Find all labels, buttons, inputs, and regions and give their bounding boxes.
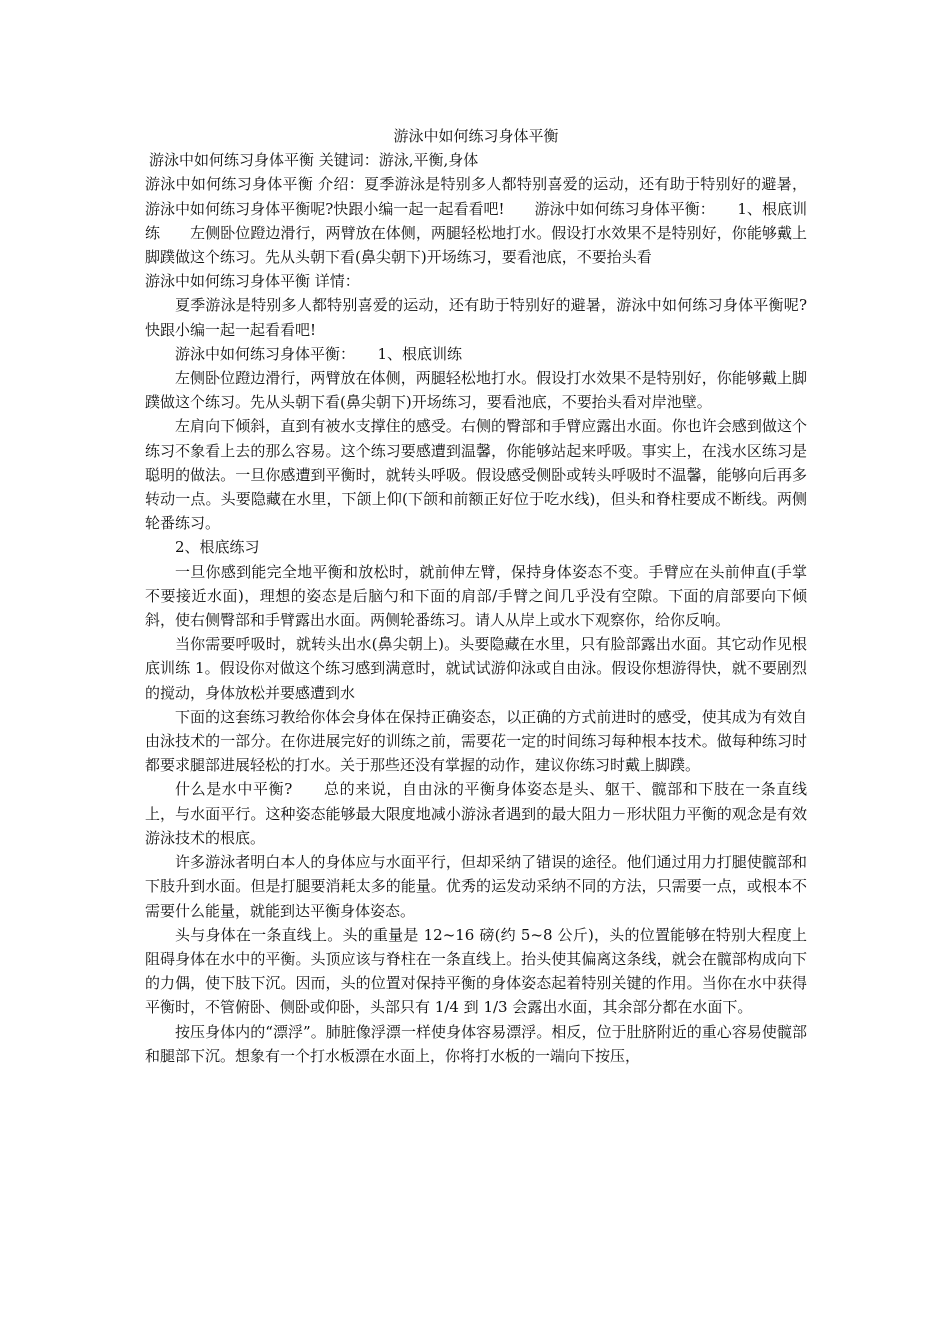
paragraph: 什么是水中平衡? 总的来说，自由泳的平衡身体姿态是头、躯干、髋部和下肢在一条直线上，与水面平行。这种姿态能够最大限度地减小游泳者遇到的最大阻力－形状阻力平衡的观念是有效游泳技术的根底。 xyxy=(145,780,807,847)
document-title: 游泳中如何练习身体平衡 xyxy=(393,127,559,145)
paragraph: 夏季游泳是特别多人都特别喜爱的运动，还有助于特别好的避暑，游泳中如何练习身体平衡呢?快跟小编一起一起看看吧! xyxy=(145,296,807,339)
detail-heading: 游泳中如何练习身体平衡 详情： xyxy=(145,272,360,291)
paragraph: 左肩向下倾斜，直到有被水支撑住的感受。右侧的臀部和手臂应露出水面。你也许会感到做这个练习不象看上去的那么容易。这个练习要感遭到温馨，你能够站起来呼吸。事实上，在浅水区练习是聪明的做法。一旦你感遭到平衡时，就转头呼吸。假设感受侧卧或转头呼吸时不温馨，能够向后再多转动一点。头要隐藏在水里，下颌上仰(下颌和前额正好位于吃水线)，但头和脊柱要成不断线。两侧轮番练习。 xyxy=(145,417,807,533)
section-heading: 2、根底练习 xyxy=(175,538,260,557)
intro-line: 游泳中如何练习身体平衡 介绍：夏季游泳是特别多人都特别喜爱的运动，还有助于特别好的避暑，游泳中如何练习身体平衡呢?快跟小编一起一起看看吧! 游泳中如何练习身体平衡： 1、根底训练 左侧卧位蹬边滑行，两臂放在体侧，两腿轻松地打水。假设打水效果不是特别好，你能够戴上脚蹼做这个练习。先从头朝下看(鼻尖朝下)开场练习，要看池底，不要抬头看 xyxy=(145,175,807,267)
paragraph: 当你需要呼吸时，就转头出水(鼻尖朝上)。头要隐藏在水里，只有脸部露出水面。其它动作见根底训练 1。假设你对做这个练习感到满意时，就试试游仰泳或自由泳。假设你想游得快，就不要剧烈的搅动，身体放松并要感遭到水 xyxy=(145,635,807,702)
paragraph: 许多游泳者明白本人的身体应与水面平行，但却采纳了错误的途径。他们通过用力打腿使髋部和下肢升到水面。但是打腿要消耗太多的能量。优秀的运发动采纳不同的方法，只需要一点，或根本不需要什么能量，就能到达平衡身体姿态。 xyxy=(145,853,807,920)
paragraph: 按压身体内的“漂浮”。肺脏像浮漂一样使身体容易漂浮。相反，位于肚脐附近的重心容易使髋部和腿部下沉。想象有一个打水板漂在水面上，你将打水板的一端向下按压， xyxy=(145,1022,807,1065)
paragraph: 游泳中如何练习身体平衡： 1、根底训练 xyxy=(175,344,463,363)
paragraph: 一旦你感到能完全地平衡和放松时，就前伸左臂，保持身体姿态不变。手臂应在头前伸直(手掌不要接近水面)，理想的姿态是后脑勺和下面的肩部/手臂之间几乎没有空隙。下面的肩部要向下倾斜，使右侧臀部和手臂露出水面。两侧轮番练习。请人从岸上或水下观察你，给你反响。 xyxy=(145,562,807,630)
keywords-line: 游泳中如何练习身体平衡 关键词：游泳,平衡,身体 xyxy=(149,151,479,170)
paragraph: 左侧卧位蹬边滑行，两臂放在体侧，两腿轻松地打水。假设打水效果不是特别好，你能够戴上脚蹼做这个练习。先从头朝下看(鼻尖朝下)开场练习，要看池底，不要抬头看对岸池壁。 xyxy=(145,369,807,412)
document-body xyxy=(145,124,807,1068)
paragraph: 下面的这套练习教给你体会身体在保持正确姿态，以正确的方式前进时的感受，使其成为有效自由泳技术的一部分。在你进展完好的训练之前，需要花一定的时间练习每种根本技术。做每种练习时都要求腿部进展轻松的打水。关于那些还没有掌握的动作，建议你练习时戴上脚蹼。 xyxy=(145,707,807,775)
paragraph: 头与身体在一条直线上。头的重量是 12~16 磅(约 5~8 公斤)，头的位置能够在特别大程度上阻碍身体在水中的平衡。头顶应该与脊柱在一条直线上。抬头使其偏离这条线，就会在髋部构成向下的力偶，使下肢下沉。因而，头的位置对保持平衡的身体姿态起着特别关键的作用。当你在水中获得平衡时，不管俯卧、侧卧或仰卧，头部只有 1/4 到 1/3 会露出水面，其余部分都在水面下。 xyxy=(145,925,807,1017)
